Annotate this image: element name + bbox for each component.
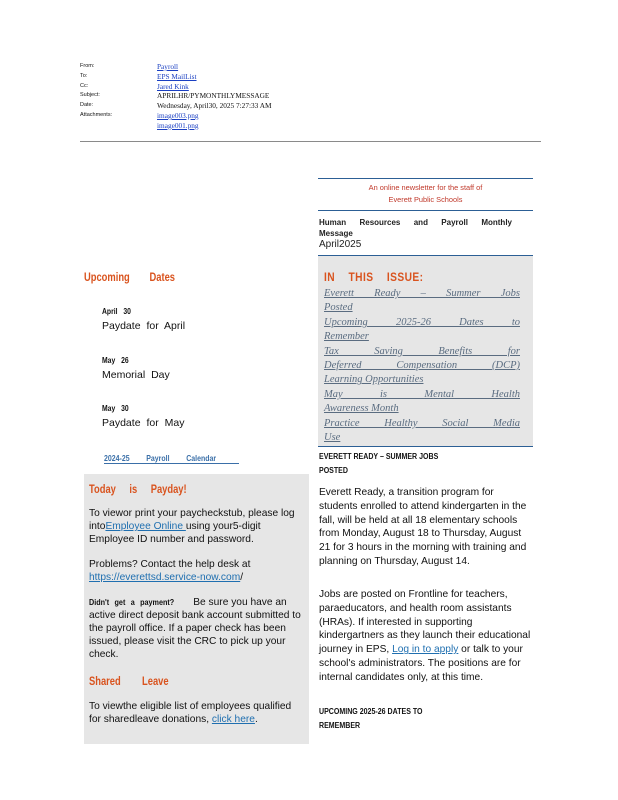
- everett-ready-para: Everett Ready, a transition program for students enrolled to attend kindergarten in the fall, will be held at all 18 elementary schools from Monday, August 18 to Thursday, August 21 for 3 hours in the morning with training and planning on Thursday, August 14.: [319, 487, 527, 567]
- issue-link[interactable]: Upcoming 2025-26 Dates to: [324, 316, 520, 328]
- issue-link[interactable]: Deferred Compensation (DCP): [324, 360, 520, 372]
- in-this-issue-title: IN THIS ISSUE:: [324, 270, 424, 284]
- upcoming-remember-heading-cont: REMEMBER: [319, 720, 361, 730]
- date-label: Date:: [80, 102, 94, 109]
- shared-leave-para: [89, 700, 305, 726]
- upcoming-remember-heading: UPCOMING 2025-26 DATES TO: [319, 706, 423, 716]
- issue-link[interactable]: Everett Ready – Summer Jobs: [324, 288, 520, 299]
- header-divider: [80, 141, 541, 142]
- attachment-link[interactable]: image001.png: [157, 120, 199, 130]
- date-value: Wednesday, April30, 2025 7:27:33 AM: [157, 101, 272, 111]
- payday-title: Today is Payday!: [89, 482, 187, 496]
- upcoming-dates-title: Upcoming Dates: [84, 270, 176, 284]
- issue-list: [324, 287, 520, 445]
- newsletter-title: Human Resources and Payroll Monthly: [319, 218, 512, 227]
- subject-value: APRILHR/PYMONTHLYMESSAGE: [157, 91, 270, 101]
- para-text: or talk to your school's administrators. The positions are for internal candidates only, at this time.: [319, 644, 523, 683]
- para-text: /: [240, 572, 244, 583]
- para-text: Be sure you have an active direct deposit bank account submitted to the payroll office. If a paper check has been issued, please visit the CRC to pick up your check.: [89, 597, 301, 660]
- jobs-posted-para: [319, 588, 531, 685]
- payroll-calendar-link[interactable]: [104, 453, 239, 464]
- to-label: To:: [80, 72, 88, 79]
- date-label: May 30: [102, 403, 129, 413]
- issue-link[interactable]: Remember: [324, 331, 369, 343]
- para-text: Jobs are posted on Frontline for teachers, paraeducators, and health room assistants (HRAs). If interested in supporting kindergartners as they launch their educational journey in EPS,: [319, 589, 531, 656]
- employee-online-link[interactable]: Employee Online: [105, 521, 186, 532]
- no-payment-para: [89, 596, 305, 661]
- issue-link[interactable]: Awareness Month: [324, 403, 399, 415]
- date-description: Memorial Day: [102, 369, 170, 381]
- newsletter-title-cont: Message: [319, 229, 353, 238]
- help-desk-link[interactable]: https://everettsd.service-now.com: [89, 572, 241, 583]
- attachments-label: Attachments:: [80, 111, 113, 118]
- issue-link[interactable]: Learning Opportunities: [324, 374, 424, 386]
- payday-box: [84, 474, 309, 744]
- date-entry: [102, 403, 302, 429]
- paystub-para: [89, 507, 305, 546]
- date-label: May 26: [102, 355, 129, 365]
- subject-label: Subject:: [80, 92, 100, 99]
- cc-link[interactable]: Jared Kink: [157, 81, 189, 91]
- date-description: Paydate for April: [102, 320, 186, 332]
- newsletter-month: April2025: [319, 239, 362, 250]
- para-text: Problems? Contact the help desk at: [89, 559, 251, 570]
- para-text: To viewor print your paycheckstub, please log into: [89, 508, 295, 532]
- date-label: April 30: [102, 306, 131, 316]
- everett-ready-heading: EVERETT READY – SUMMER JOBS: [319, 451, 439, 461]
- issue-link[interactable]: Practice Healthy Social Media: [324, 417, 520, 429]
- issue-link[interactable]: Tax Saving Benefits for: [324, 345, 520, 357]
- issue-link[interactable]: May is Mental Health: [324, 388, 520, 400]
- attachment-link[interactable]: image003.png: [157, 110, 199, 120]
- para-text: To viewthe eligible list of employees qualified for sharedleave donations,: [89, 701, 292, 725]
- cc-label: Cc:: [80, 82, 89, 89]
- issue-box-divider: [318, 446, 533, 448]
- log-in-apply-link[interactable]: Log in to apply: [392, 644, 459, 656]
- date-description: Paydate for May: [102, 417, 185, 429]
- para-text: .: [254, 714, 258, 725]
- date-entry: [102, 306, 302, 332]
- everett-ready-heading-cont: POSTED: [319, 465, 348, 475]
- email-header: [80, 62, 540, 131]
- help-desk-para: [89, 558, 305, 584]
- newsletter-line: An online newsletter for the staff of: [368, 183, 483, 192]
- from-label: From:: [80, 63, 95, 69]
- no-payment-question: Didn't get a payment?: [89, 597, 175, 607]
- payroll-calendar-label[interactable]: 2024-25 Payroll Calendar: [104, 453, 217, 463]
- date-entry: [102, 355, 302, 381]
- issue-link[interactable]: Posted: [324, 302, 353, 314]
- shared-leave-title: Shared Leave: [89, 674, 169, 688]
- from-link[interactable]: Payroll: [157, 62, 179, 71]
- newsletter-banner: [318, 178, 533, 211]
- in-this-issue-box: [318, 255, 533, 447]
- para-text: using your5-digit Employee ID number and password.: [89, 521, 261, 545]
- issue-link[interactable]: Use: [324, 432, 341, 444]
- to-link[interactable]: EPS MailList: [157, 71, 197, 81]
- click-here-link[interactable]: click here: [211, 714, 255, 725]
- newsletter-line: Everett Public Schools: [388, 195, 463, 204]
